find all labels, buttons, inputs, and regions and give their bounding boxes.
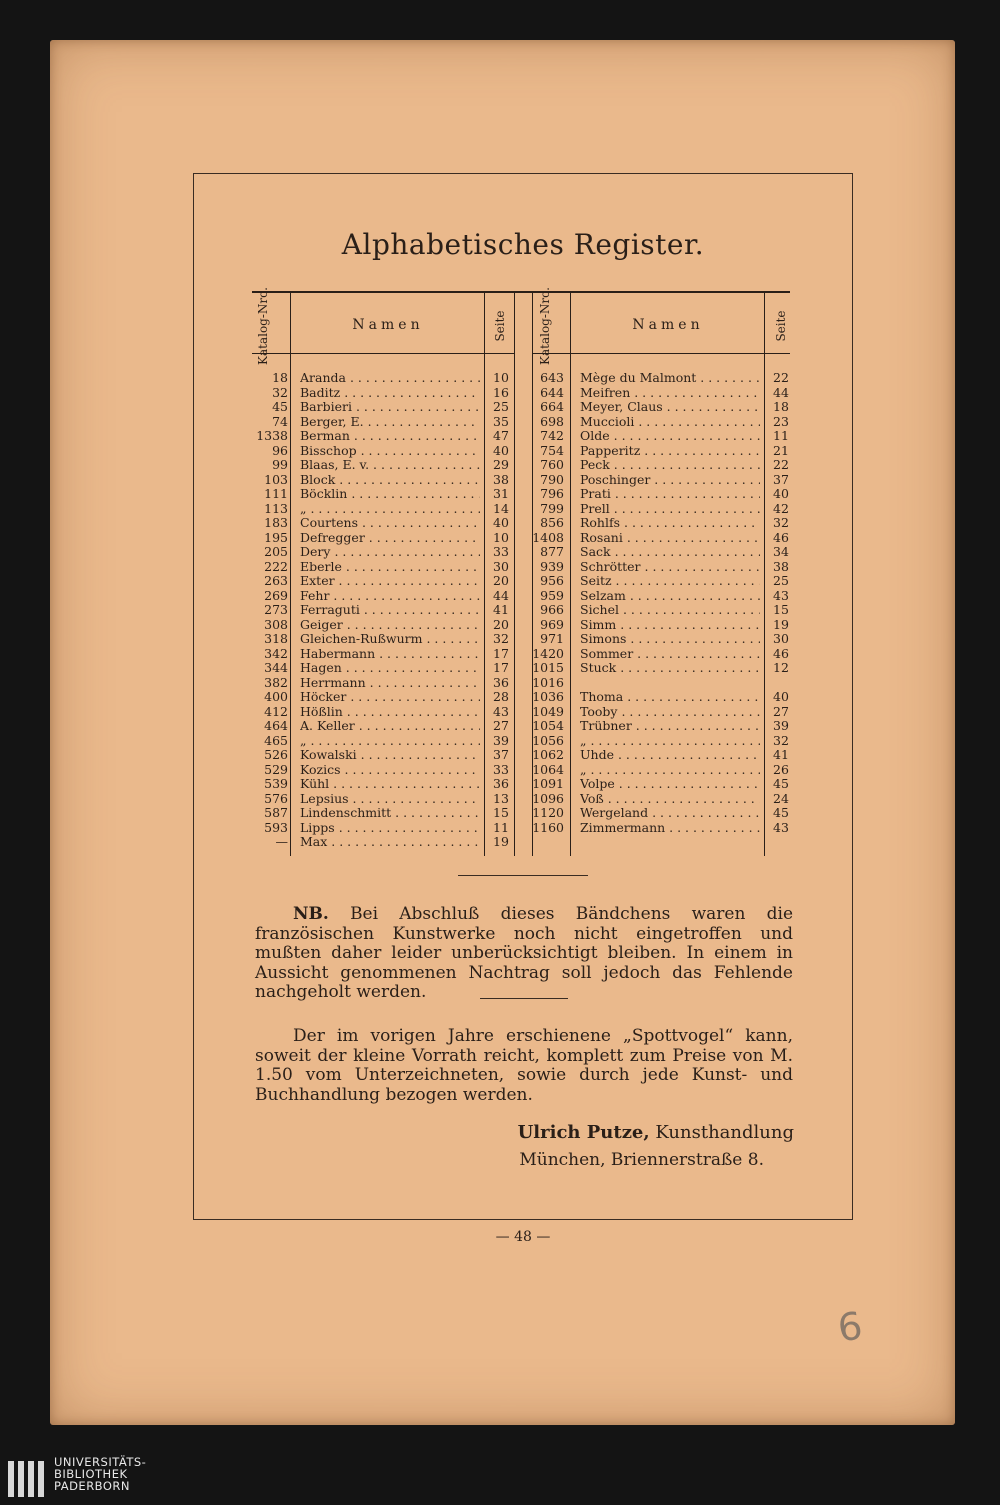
catalog-number: 1160 (532, 819, 564, 835)
catalog-number: 344 (264, 660, 288, 675)
page-ref: 32 (773, 732, 789, 748)
page-ref: 17 (493, 645, 509, 661)
page-ref: 36 (493, 674, 509, 690)
catalog-number: 273 (264, 602, 288, 617)
artist-name: „ . . . (300, 502, 480, 517)
artist-name: Höcker . . . (300, 690, 480, 705)
artist-name: Meifren . . . (580, 386, 760, 401)
page-ref: 31 (493, 486, 509, 501)
page-ref: 10 (493, 370, 509, 385)
page-ref: 43 (773, 587, 789, 603)
artist-name: Uhde . . . (580, 748, 760, 763)
catalog-number: 760 (540, 457, 564, 472)
catalog-number: 263 (264, 573, 288, 588)
page-ref: 15 (493, 805, 509, 820)
catalog-number: 587 (264, 805, 288, 820)
artist-name: Böcklin . . . (300, 487, 480, 502)
catalog-number: 74 (272, 413, 288, 429)
artist-name: Stuck . . . (580, 661, 760, 676)
catalog-number: 959 (540, 587, 564, 603)
signature-business: Kunsthandlung (655, 1122, 794, 1143)
catalog-number: 183 (264, 515, 288, 530)
page-ref: 45 (773, 805, 789, 820)
nb-note (255, 905, 793, 1003)
catalog-number: 103 (264, 471, 288, 487)
artist-name: Sommer . . . (580, 647, 760, 662)
catalog-number: 1408 (532, 529, 564, 545)
catalog-number: 799 (540, 500, 564, 516)
page-ref: 17 (493, 660, 509, 675)
artist-name: Sichel . . . (580, 603, 760, 618)
table-row (252, 560, 790, 575)
artist-name: Olde . . . (580, 429, 760, 444)
catalog-number: 1091 (532, 776, 564, 791)
artist-name: „ . . . (300, 734, 480, 749)
table-row (252, 415, 790, 430)
page-ref: 27 (493, 718, 509, 733)
page-ref: 10 (493, 529, 509, 545)
artist-name: Blaas, E. v. . . . (300, 458, 480, 473)
catalog-number: 222 (264, 558, 288, 574)
page-ref: 47 (493, 428, 509, 443)
table-row (252, 516, 790, 531)
artist-name: Muccioli . . . (580, 415, 760, 430)
page-ref: 40 (493, 515, 509, 530)
catalog-number: 382 (264, 674, 288, 690)
page-ref: 16 (493, 384, 509, 400)
catalog-number: 1056 (532, 732, 564, 748)
catalog-number: 643 (540, 370, 564, 385)
catalog-number: 969 (540, 616, 564, 632)
catalog-number: 742 (540, 428, 564, 443)
page-ref: 40 (773, 689, 789, 704)
table-row (252, 545, 790, 560)
header-seite-right: Seite (774, 310, 788, 342)
catalog-number: 45 (272, 399, 288, 414)
page-ref: 11 (773, 428, 789, 443)
catalog-number: 790 (540, 471, 564, 487)
table-row (252, 777, 790, 792)
page-ref: 45 (773, 776, 789, 791)
artist-name: Rosani . . . (580, 531, 760, 546)
page-ref: 35 (493, 413, 509, 429)
catalog-number: 1338 (256, 428, 288, 443)
artist-name: Aranda . . . (300, 371, 480, 386)
page-ref: 14 (493, 500, 509, 516)
spottvogel-note: Der im vorigen Jahre erschienene „Spottvogel“ kann, soweit der kleine Vorrath reicht, komplett zum Preise von M. 1.50 vom Unterzeichneten, sowie durch jede Kunst- und Buchhandlung bezogen werden. (255, 1026, 793, 1105)
artist-name: Block . . . (300, 473, 480, 488)
table-row (252, 444, 790, 459)
page-ref: 42 (773, 500, 789, 516)
catalog-number: 1062 (532, 747, 564, 762)
page-ref: 44 (493, 587, 509, 603)
page-ref: 11 (493, 819, 509, 835)
page-ref: 24 (773, 790, 789, 806)
catalog-number: 1064 (532, 761, 564, 777)
page-ref: 39 (773, 718, 789, 733)
catalog-number: 464 (264, 718, 288, 733)
page-ref: 40 (773, 486, 789, 501)
artist-name: Zimmermann . . . (580, 821, 760, 836)
artist-name: Volpe . . . (580, 777, 760, 792)
logo-line: PADERBORN (54, 1479, 131, 1493)
artist-name: Voß . . . (580, 792, 760, 807)
artist-name: Hößlin . . . (300, 705, 480, 720)
table-row (252, 661, 790, 676)
catalog-number: 644 (540, 384, 564, 400)
page-ref: 30 (493, 558, 509, 574)
catalog-number: 96 (272, 442, 288, 458)
page-ref: 18 (773, 399, 789, 414)
catalog-number: 856 (540, 515, 564, 530)
artist-name: Ferraguti . . . (300, 603, 480, 618)
catalog-number: 966 (540, 602, 564, 617)
page-ref: 25 (493, 399, 509, 414)
table-row (252, 821, 790, 836)
pencil-mark: 6 (835, 1303, 866, 1351)
table-row (252, 458, 790, 473)
catalog-number: 877 (540, 544, 564, 559)
page-ref: 38 (773, 558, 789, 574)
artist-name: Kühl . . . (300, 777, 480, 792)
artist-name: Mège du Malmont . . . (580, 371, 760, 386)
page-ref: 21 (773, 442, 789, 458)
artist-name: Lepsius . . . (300, 792, 480, 807)
artist-name: Papperitz . . . (580, 444, 760, 459)
artist-name: Courtens . . . (300, 516, 480, 531)
catalog-number: 956 (540, 573, 564, 588)
page-ref: 28 (493, 689, 509, 704)
catalog-number: 269 (264, 587, 288, 603)
artist-name: Eberle . . . (300, 560, 480, 575)
catalog-number: 1054 (532, 718, 564, 733)
header-rule-left (252, 353, 514, 354)
catalog-number: 698 (540, 413, 564, 429)
table-row (252, 734, 790, 749)
page-ref: 37 (493, 747, 509, 762)
header-seite-left: Seite (493, 310, 507, 342)
page-ref: 27 (773, 703, 789, 719)
page-ref: 22 (773, 370, 789, 385)
page-ref: 43 (773, 819, 789, 835)
artist-name: Meyer, Claus . . . (580, 400, 760, 415)
catalog-number: 939 (540, 558, 564, 574)
table-row (252, 676, 790, 691)
page-ref: 38 (493, 471, 509, 487)
artist-name: Peck . . . (580, 458, 760, 473)
table-row (252, 690, 790, 705)
catalog-number: 465 (264, 732, 288, 748)
signature-line (512, 1122, 794, 1143)
header-namen-right: Namen (632, 317, 704, 333)
page-title: Alphabetisches Register. (341, 228, 705, 261)
catalog-number: 205 (264, 544, 288, 559)
artist-name: Kozics . . . (300, 763, 480, 778)
artist-name: Dery . . . (300, 545, 480, 560)
catalog-number: 529 (264, 761, 288, 777)
page-ref: 30 (773, 631, 789, 646)
catalog-number: 400 (264, 689, 288, 704)
page-ref: 32 (493, 631, 509, 646)
table-row (252, 429, 790, 444)
table-row (252, 589, 790, 604)
artist-name: Simons . . . (580, 632, 760, 647)
catalog-number: 576 (264, 790, 288, 806)
table-row (252, 371, 790, 386)
table-row (252, 835, 790, 850)
artist-name: Kowalski . . . (300, 748, 480, 763)
logo-line: UNIVERSITÄTS- (54, 1455, 147, 1469)
artist-name: Barbieri . . . (300, 400, 480, 415)
page-ref: 12 (773, 660, 789, 675)
table-row (252, 574, 790, 589)
artist-name: Seitz . . . (580, 574, 760, 589)
divider (458, 875, 588, 876)
page-ref: 37 (773, 471, 789, 487)
catalog-number: 754 (540, 442, 564, 458)
page-ref: 39 (493, 732, 509, 748)
artist-name: Thoma . . . (580, 690, 760, 705)
artist-name: Geiger . . . (300, 618, 480, 633)
catalog-number: 539 (264, 776, 288, 791)
catalog-number: 1096 (532, 790, 564, 806)
artist-name: Berman . . . (300, 429, 480, 444)
page-ref: 36 (493, 776, 509, 791)
divider (480, 998, 568, 999)
catalog-number: 111 (264, 486, 288, 501)
catalog-number: 526 (264, 747, 288, 762)
page-ref: 23 (773, 413, 789, 429)
table-row (252, 647, 790, 662)
page-ref: 46 (773, 645, 789, 661)
page-ref: 13 (493, 790, 509, 806)
artist-name: Lindenschmitt . . . (300, 806, 480, 821)
artist-name: Poschinger . . . (580, 473, 760, 488)
catalog-number: 1015 (532, 660, 564, 675)
catalog-number: 1420 (532, 645, 564, 661)
artist-name: Defregger . . . (300, 531, 480, 546)
page-number: — 48 — (495, 1229, 551, 1245)
catalog-number: — (275, 834, 288, 849)
table-row (252, 719, 790, 734)
artist-name: Fehr . . . (300, 589, 480, 604)
artist-name: Simm . . . (580, 618, 760, 633)
artist-name: „ . . . (580, 763, 760, 778)
page-ref: 41 (493, 602, 509, 617)
table-top-rule (252, 291, 790, 293)
artist-name: Baditz . . . (300, 386, 480, 401)
page-ref: 26 (773, 761, 789, 777)
logo-line: BIBLIOTHEK (54, 1467, 128, 1481)
table-row (252, 487, 790, 502)
page-ref: 22 (773, 457, 789, 472)
table-row (252, 632, 790, 647)
page-ref: 46 (773, 529, 789, 545)
catalog-number: 113 (264, 500, 288, 516)
catalog-number: 1049 (532, 703, 564, 719)
page-ref: 15 (773, 602, 789, 617)
table-row (252, 386, 790, 401)
library-logo-text (54, 1456, 146, 1492)
page-ref: 19 (773, 616, 789, 632)
catalog-number: 412 (264, 703, 288, 719)
table-row (252, 473, 790, 488)
artist-name: Exter . . . (300, 574, 480, 589)
catalog-number: 1036 (532, 689, 564, 704)
artist-name: Sack . . . (580, 545, 760, 560)
artist-name: A. Keller . . . (300, 719, 480, 734)
page-ref: 43 (493, 703, 509, 719)
table-row (252, 502, 790, 517)
register-table (252, 287, 790, 856)
table-row (252, 705, 790, 720)
library-logo-icon (6, 1459, 46, 1499)
page-ref: 33 (493, 761, 509, 777)
signature-address: München, Briennerstraße 8. (519, 1150, 764, 1170)
catalog-number: 18 (272, 370, 288, 385)
artist-name: Max . . . (300, 835, 480, 850)
catalog-number: 195 (264, 529, 288, 545)
artist-name: Hagen . . . (300, 661, 480, 676)
table-row (252, 792, 790, 807)
catalog-number: 32 (272, 384, 288, 400)
artist-name: Herrmann . . . (300, 676, 480, 691)
artist-name: Berger, E. . . . (300, 415, 480, 430)
catalog-number: 593 (264, 819, 288, 835)
artist-name: Prell . . . (580, 502, 760, 517)
catalog-number: 796 (540, 486, 564, 501)
catalog-number: 318 (264, 631, 288, 646)
page-ref: 20 (493, 616, 509, 632)
header-namen-left: Namen (352, 317, 424, 333)
artist-name: „ . . . (580, 734, 760, 749)
page-ref: 32 (773, 515, 789, 530)
page-ref: 29 (493, 457, 509, 472)
catalog-number: 308 (264, 616, 288, 632)
page-ref: 40 (493, 442, 509, 458)
page-ref: 25 (773, 573, 789, 588)
artist-name: Bisschop . . . (300, 444, 480, 459)
table-row (252, 618, 790, 633)
library-logo-bar (0, 1453, 1000, 1505)
table-row (252, 400, 790, 415)
artist-name: Wergeland . . . (580, 806, 760, 821)
catalog-number: 1120 (532, 805, 564, 820)
signature-name: Ulrich Putze, (517, 1122, 650, 1143)
header-katalog-left: Katalog-Nro. (256, 287, 270, 365)
artist-name: Tooby . . . (580, 705, 760, 720)
table-row (252, 763, 790, 778)
catalog-number: 342 (264, 645, 288, 661)
artist-name: Trübner . . . (580, 719, 760, 734)
catalog-number: 1016 (532, 674, 564, 690)
artist-name: Rohlfs . . . (580, 516, 760, 531)
nb-label: NB. (293, 904, 329, 924)
catalog-number: 664 (540, 399, 564, 414)
page-ref: 41 (773, 747, 789, 762)
page-ref: 33 (493, 544, 509, 559)
artist-name: Schrötter . . . (580, 560, 760, 575)
page-ref: 44 (773, 384, 789, 400)
catalog-number: 971 (540, 631, 564, 646)
artist-name: Habermann . . . (300, 647, 480, 662)
table-row (252, 748, 790, 763)
nb-text: Bei Abschluß dieses Bändchens waren die französischen Kunstwerke noch nicht eingetroffen und mußten daher leider unberücksichtigt bleiben. In einem in Aussicht genommenen Nachtrag soll jedoch das Fehlende nachgeholt werden. (255, 904, 794, 1002)
page-ref: 34 (773, 544, 789, 559)
table-row (252, 603, 790, 618)
catalog-number: 99 (272, 457, 288, 472)
artist-name: Lipps . . . (300, 821, 480, 836)
artist-name: Selzam . . . (580, 589, 760, 604)
artist-name: Prati . . . (580, 487, 760, 502)
table-row (252, 806, 790, 821)
artist-name: Gleichen-Rußwurm . . . (300, 632, 480, 647)
page-ref: 20 (493, 573, 509, 588)
table-row (252, 531, 790, 546)
page-ref: 19 (493, 834, 509, 849)
header-katalog-right: Katalog-Nro. (538, 287, 552, 365)
